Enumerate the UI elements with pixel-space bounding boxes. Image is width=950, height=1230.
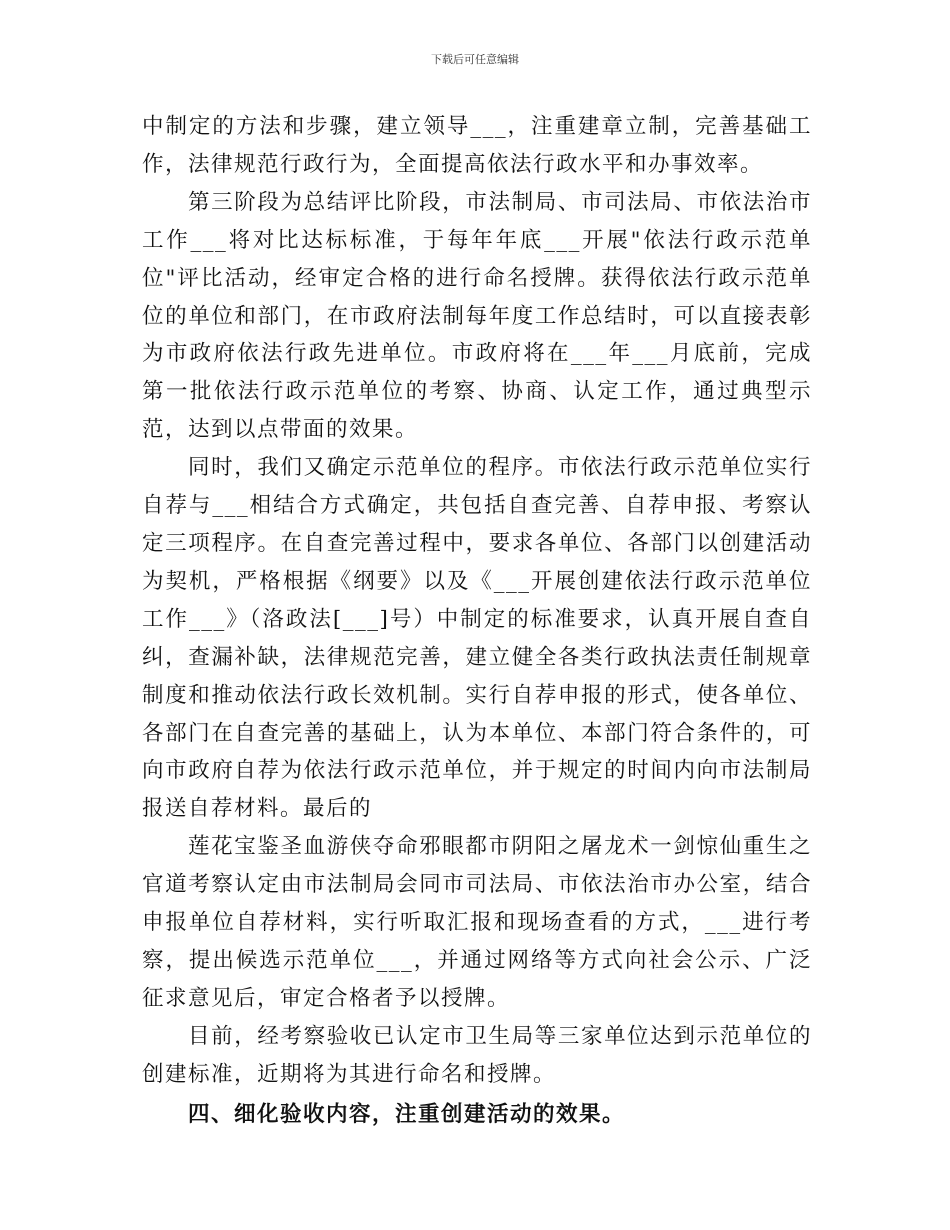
- paragraph-2: 第三阶段为总结评比阶段，市法制局、市司法局、市依法治市工作___将对比达标标准，于每年年底___开展"依法行政示范单位"评比活动，经审定合格的进行命名授牌。获得依法行政示范单位的单位和部门，在市政府法制每年度工作总结时，可以直接表彰为市政府依法行政先进单位。市政府将在___年___月底前，完成第一批依法行政示范单位的考察、协商、认定工作，通过典型示范，达到以点带面的效果。: [142, 189, 812, 443]
- document-body: [142, 108, 812, 1133]
- paragraph-1: 中制定的方法和步骤，建立领导___，注重建章立制，完善基础工作，法律规范行政行为，全面提高依法行政水平和办事效率。: [142, 114, 812, 177]
- paragraph-4: 莲花宝鉴圣血游侠夺命邪眼都市阴阳之屠龙术一剑惊仙重生之官道考察认定由市法制局会同市司法局、市依法治市办公室，结合申报单位自荐材料，实行听取汇报和现场查看的方式，___进行考察，提出候选示范单位___，并通过网络等方式向社会公示、广泛征求意见后，审定合格者予以授牌。: [142, 834, 812, 1011]
- paragraph-3: 同时，我们又确定示范单位的程序。市依法行政示范单位实行自荐与___相结合方式确定，共包括自查完善、自荐申报、考察认定三项程序。在自查完善过程中，要求各单位、各部门以创建活动为契机，严格根据《纲要》以及《___开展创建依法行政示范单位工作___》（洛政法[___]号）中制定的标准要求，认真开展自查自纠，查漏补缺，法律规范完善，建立健全各类行政执法责任制规章制度和推动依法行政长效机制。实行自荐申报的形式，使各单位、各部门在自查完善的基础上，认为本单位、本部门符合条件的，可向市政府自荐为依法行政示范单位，并于规定的时间内向市法制局报送自荐材料。最后的: [142, 455, 812, 822]
- page-header-note: 下载后可任意编辑: [431, 53, 519, 66]
- paragraph-5: 目前，经考察验收已认定市卫生局等三家单位达到示范单位的创建标准，近期将为其进行命名和授牌。: [142, 1023, 812, 1087]
- section-heading: 四、细化验收内容，注重创建活动的效果。: [188, 1101, 626, 1127]
